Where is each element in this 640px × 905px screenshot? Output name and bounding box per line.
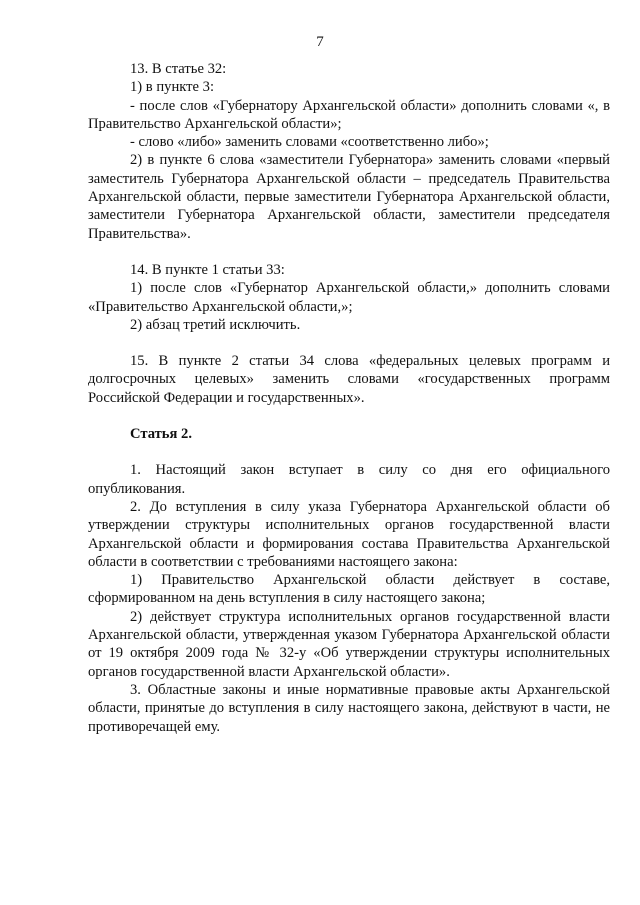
paragraph-14: 14. В пункте 1 статьи 33:: [130, 261, 285, 278]
article-2-heading: Статья 2.: [130, 426, 192, 443]
paragraph-14-1: 1) после слов «Губернатор Архангельской области,» дополнить словами «Правительство Архангельской области,»;: [88, 280, 610, 315]
article-2-point-1: 1. Настоящий закон вступает в силу со дня его официального опубликования.: [88, 462, 610, 497]
paragraph-13-1-b: - слово «либо» заменить словами «соответственно либо»;: [130, 134, 489, 151]
paragraph-13-1-a: - после слов «Губернатору Архангельской области» дополнить словами «, в Правительство Архангельской области»;: [88, 97, 610, 132]
article-2-point-2-1: 1) Правительство Архангельской области действует в составе, сформированном на день вступления в силу настоящего закона;: [88, 572, 610, 607]
article-2-point-2: 2. До вступления в силу указа Губернатора Архангельской области об утверждении структуры исполнительных органов государственной власти Архангельской области и формирования состава Правительства Архангельской области в соответствии с требованиями настоящего закона:: [88, 498, 610, 570]
article-2-point-2-2: 2) действует структура исполнительных органов государственной власти Архангельской области, утвержденная указом Губернатора Архангельской области от 19 октября 2009 года № 32-у «Об утверждении структуры исполнительных органов государственной власти Архангельской области».: [88, 608, 610, 680]
paragraph-13-1: 1) в пункте 3:: [130, 79, 215, 96]
article-2-point-3: 3. Областные законы и иные нормативные правовые акты Архангельской области, принятые до вступления в силу настоящего закона, действуют в части, не противоречащей ему.: [88, 681, 610, 735]
paragraph-13: 13. В статье 32:: [130, 61, 227, 77]
paragraph-13-2: 2) в пункте 6 слова «заместители Губернатора» заменить словами «первый заместитель Губернатора Архангельской области – председатель Правительства Архангельской области, первые заместители Губернатора Архангельской области, заместители Губернатора Архангельской области, заместители председателя Правительства».: [88, 152, 610, 242]
page-number: 7: [316, 34, 324, 50]
document-body: [88, 60, 610, 736]
paragraph-15: 15. В пункте 2 статьи 34 слова «федеральных целевых программ и долгосрочных целевых» заменить словами «государственных программ Российской Федерации и государственных».: [88, 353, 610, 406]
paragraph-14-2: 2) абзац третий исключить.: [130, 316, 301, 333]
